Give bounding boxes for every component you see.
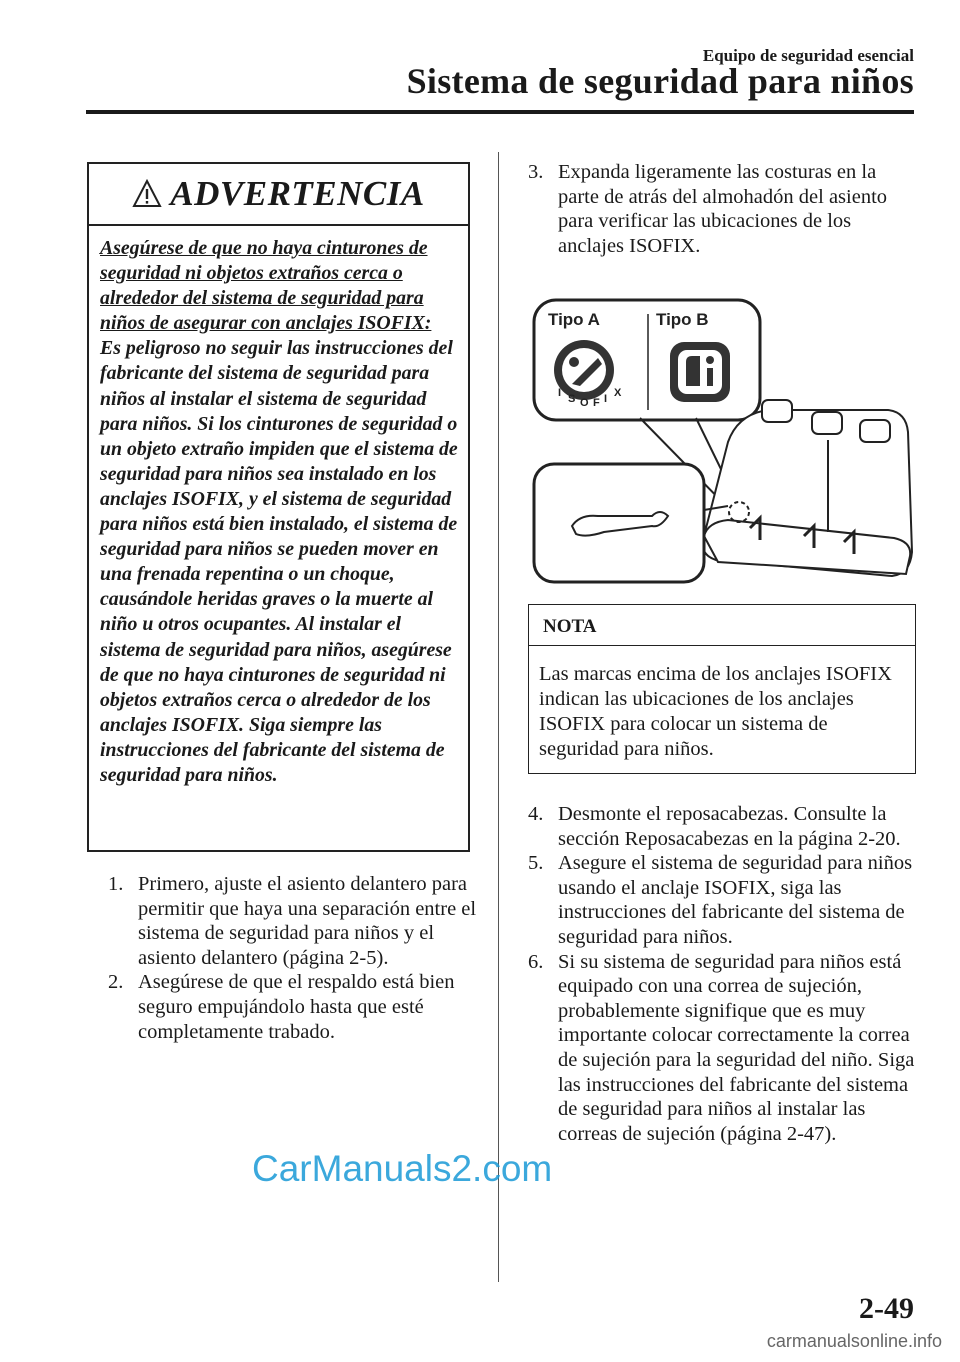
type-b-label: Tipo B xyxy=(656,310,709,329)
step-number: 5. xyxy=(528,852,544,875)
right-steps-bottom xyxy=(528,802,918,1146)
footer-site: carmanualsonline.info xyxy=(766,1331,942,1351)
step-text: Primero, ajuste el asiento delantero para permitir que haya una separación entre el sistema de seguridad para niños y el asiento delantero (página 2-5). xyxy=(138,873,477,969)
isofix-letter: I xyxy=(558,387,562,399)
step-text: Si su sistema de seguridad para niños está equipado con una correa de sujeción, probablemente signifique que es muy importante colocar correctamente la correa de sujeción para la seguridad del niño. Siga las instrucciones del fabricante del sistema de seguridad para niños al instalar las correas de sujeción (página 2-47). xyxy=(558,950,915,1145)
step-number: 4. xyxy=(528,803,544,825)
step-item xyxy=(528,160,918,258)
rear-seat-illustration xyxy=(703,400,913,576)
step-item xyxy=(108,970,488,1044)
nota-box xyxy=(528,604,916,774)
step-number: 3. xyxy=(528,161,544,183)
left-steps xyxy=(108,872,488,1044)
step-item xyxy=(528,851,918,949)
type-a-label: Tipo A xyxy=(548,310,600,329)
column-divider xyxy=(498,152,499,1282)
watermark: CarManuals2.com xyxy=(252,1148,553,1189)
isofix-letter: O xyxy=(580,397,589,409)
isofix-letter: S xyxy=(568,393,576,405)
step-item xyxy=(528,950,918,1147)
page-number: 2-49 xyxy=(859,1292,914,1325)
warning-body xyxy=(89,226,468,788)
header-subtitle: Equipo de seguridad esencial xyxy=(702,46,914,65)
step-text: Asegure el sistema de seguridad para niños usando el anclaje ISOFIX, siga las instrucciones del fabricante del sistema de seguridad para niños. xyxy=(558,852,913,948)
isofix-square-icon xyxy=(670,342,730,402)
warning-text: Es peligroso no seguir las instrucciones del fabricante del sistema de seguridad para niños al instalar el sistema de seguridad para niños. Si los cinturones de seguridad o un objeto extraño impiden que el sistema de seguridad para niños sea instalado en los anclajes ISOFIX, y el sistema de seguridad para niños está bien instalado, el sistema de seguridad para niños se pueden mover en una frenada repentina o un choque, causándole heridas graves o la muerte al niño u otros ocupantes. Al instalar el sistema de seguridad para niños, asegúrese de que no haya cinturones de seguridad ni objetos extraños cerca o alrededor de los anclajes ISOFIX. Siga siempre las instrucciones del fabricante del sistema de seguridad para niños. xyxy=(100,337,458,786)
isofix-round-icon xyxy=(554,340,614,400)
step-number: 6. xyxy=(528,950,544,973)
step-text: Expanda ligeramente las costuras en la parte de atrás del almohadón del asiento para verificar las ubicaciones de los anclajes ISOFIX. xyxy=(558,161,888,257)
step-number: 2. xyxy=(108,971,124,994)
step-number: 1. xyxy=(108,873,124,895)
warning-label: ADVERTENCIA xyxy=(170,174,425,213)
isofix-illustration xyxy=(528,292,918,588)
nota-text: Las marcas encima de los anclajes ISOFIX indican las ubicaciones de los anclajes ISOFIX para colocar un sistema de seguridad para niños. xyxy=(539,663,892,760)
isofix-figure xyxy=(528,292,918,588)
step-item xyxy=(528,802,918,851)
warning-heading: Asegúrese de que no haya cinturones de seguridad ni objetos extraños cerca o alrededor del sistema de seguridad para niños de asegurar con anclajes ISOFIX: xyxy=(100,237,432,335)
header-rule xyxy=(86,110,914,114)
step-text: Asegúrese de que el respaldo está bien seguro empujándolo hasta que esté completamente trabado. xyxy=(138,971,455,1043)
step-item xyxy=(108,872,488,970)
warning-triangle-icon xyxy=(132,179,162,209)
step-text: Desmonte el reposacabezas. Consulte la sección Reposacabezas en la página 2-20. xyxy=(558,803,901,850)
isofix-letter: I xyxy=(604,393,608,405)
page-title: Sistema de seguridad para niños xyxy=(406,61,914,101)
warning-header xyxy=(89,164,468,226)
nota-label: NOTA xyxy=(529,605,915,646)
isofix-letter: F xyxy=(593,397,600,409)
warning-box xyxy=(87,162,470,852)
right-steps-top xyxy=(528,160,918,258)
isofix-letter: X xyxy=(614,387,622,399)
